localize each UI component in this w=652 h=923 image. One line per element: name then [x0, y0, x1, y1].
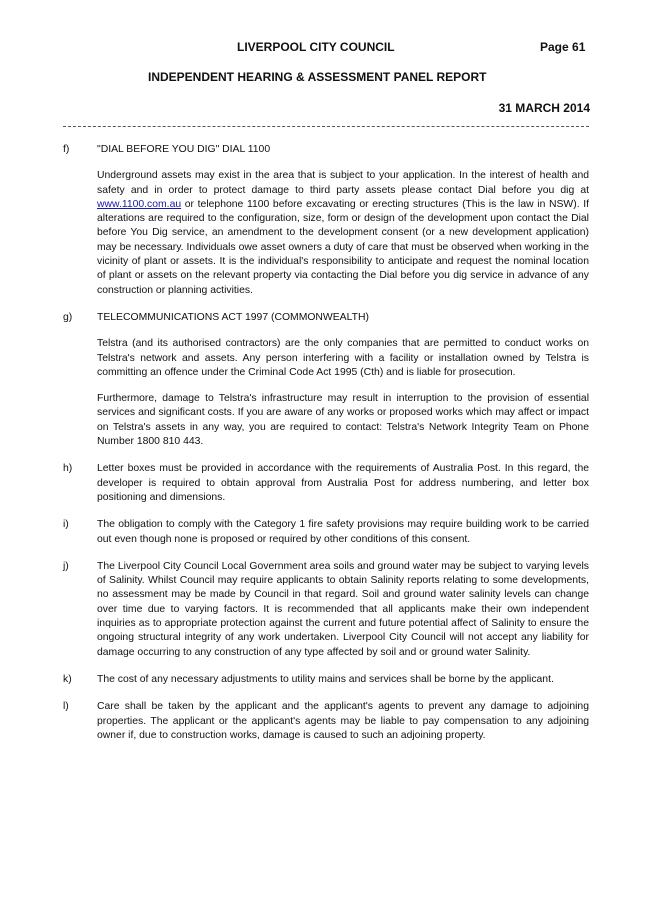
- item-marker: l): [63, 701, 69, 713]
- report-title: INDEPENDENT HEARING & ASSESSMENT PANEL REPORT: [148, 70, 487, 84]
- dial-before-you-dig-link[interactable]: www.1100.com.au: [97, 198, 182, 210]
- item-marker: k): [63, 673, 72, 685]
- condition-j: [63, 560, 589, 660]
- report-date: 31 MARCH 2014: [498, 101, 590, 115]
- conditions-list: [63, 143, 589, 743]
- item-body: [97, 518, 589, 547]
- item-marker: h): [63, 463, 73, 475]
- item-paragraph: Telstra (and its authorised contractors) are the only companies that are permitted to conduct works on Telstra's network and assets. Any person interfering with a facility or installation owned by Telstra is committing an offence under the Criminal Code Act 1995 (Cth) and is liable for prosecution.: [97, 338, 589, 378]
- condition-f: [63, 143, 589, 298]
- item-marker: i): [63, 519, 69, 531]
- item-marker: g): [63, 311, 73, 323]
- condition-i: [63, 518, 589, 547]
- condition-h: [63, 462, 589, 505]
- item-body: [97, 673, 589, 687]
- condition-g: [63, 311, 589, 449]
- item-title: TELECOMMUNICATIONS ACT 1997 (COMMONWEALTH): [97, 311, 369, 323]
- item-paragraph: The Liverpool City Council Local Government area soils and ground water may be subject to varying levels of Salinity. Whilst Council may require applicants to obtain Salinity reports relating to some developments, no assessment may be made by Council in that regard. Soil and ground water salinity levels can change over time due to varying factors. It is recommended that all applicants make their own independent inquiries as to appropriate protection against the current and future potential affect of Salinity to ensure the ongoing structural integrity of any work undertaken. Liverpool City Council will not accept any liability for damage occurring to any construction of any type affected by soil and or ground water Salinity.: [97, 560, 589, 658]
- item-body: [97, 700, 589, 743]
- item-paragraph: Care shall be taken by the applicant and the applicant's agents to prevent any damage to adjoining properties. The applicant or the applicant's agents may be liable to pay compensation to any adjoining owner if, due to construction works, damage is caused to such an adjoining property.: [97, 701, 589, 741]
- paragraph-text-after-link: or telephone 1100 before excavating or erecting structures (This is the law in NSW). If alterations are required to the configuration, size, form or design of the development upon contact the Dial before You Dig service, an amendment to the development consent (or a new development application) may be necessary. Individuals owe asset owners a duty of care that must be observed when working in the vicinity of plant or assets. It is the individual's responsibility to anticipate and request the nominal location of plant or assets on the relevant property via contacting the Dial before you dig service in advance of any construction or planning activities.: [97, 198, 589, 296]
- council-name: LIVERPOOL CITY COUNCIL: [237, 40, 395, 54]
- item-body: [97, 143, 589, 298]
- item-paragraph: The obligation to comply with the Category 1 fire safety provisions may require building work to be carried out even though none is proposed or required by other conditions of this consent.: [97, 519, 589, 545]
- item-paragraph: Furthermore, damage to Telstra's infrastructure may result in interruption to the provision of essential services and significant costs. If you are aware of any works or proposed works which may affect or impact on Telstra's assets in any way, you are required to contact: Telstra's Network Integrity Team on Phone Number 1800 810 443.: [97, 393, 589, 448]
- item-title: "DIAL BEFORE YOU DIG" DIAL 1100: [97, 144, 271, 155]
- item-paragraph: The cost of any necessary adjustments to utility mains and services shall be borne by the applicant.: [97, 673, 554, 685]
- page-number: Page 61: [540, 40, 586, 54]
- condition-l: [63, 700, 589, 743]
- item-body: [97, 311, 589, 449]
- item-paragraph: Letter boxes must be provided in accordance with the requirements of Australia Post. In this regard, the developer is required to obtain approval from Australia Post for address numbering, and letter box positioning and dimensions.: [97, 463, 589, 503]
- item-marker: j): [63, 560, 69, 572]
- item-body: [97, 560, 589, 660]
- header-divider: [63, 126, 589, 127]
- item-marker: f): [63, 144, 70, 155]
- item-body: [97, 462, 589, 505]
- paragraph-text-before-link: Underground assets may exist in the area that is subject to your application. In the interest of health and safety and in order to protect damage to third party assets please contact Dial before you dig at: [97, 170, 589, 196]
- condition-k: [63, 673, 589, 687]
- item-paragraph: [97, 169, 589, 298]
